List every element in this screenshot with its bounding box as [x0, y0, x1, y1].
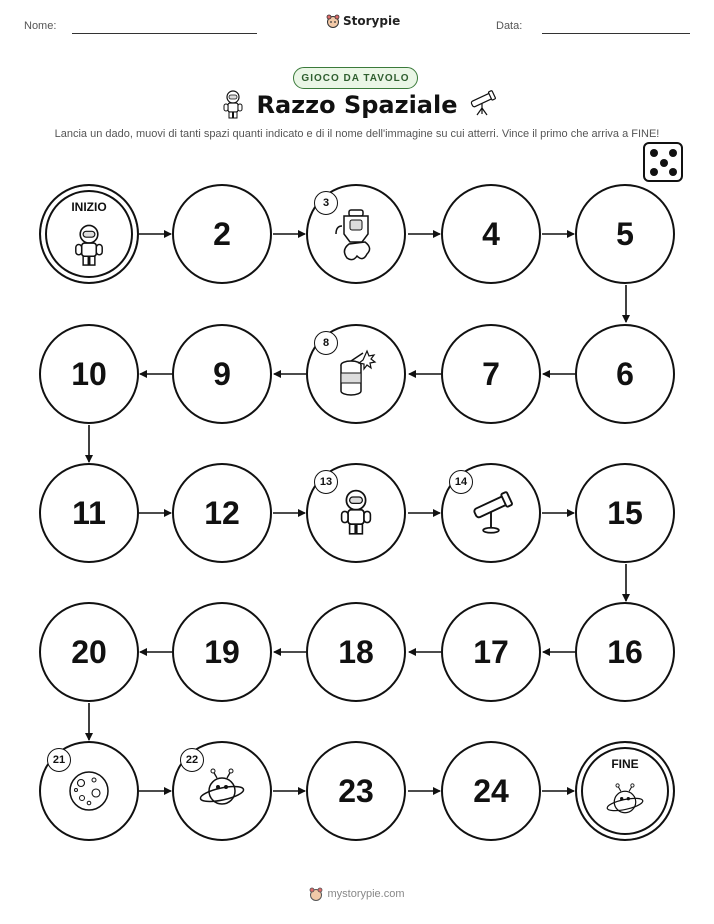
space-9[interactable] — [172, 324, 272, 424]
alien-ufo-icon — [605, 783, 645, 821]
space-14[interactable] — [441, 463, 541, 563]
brand-name: Storypie — [343, 14, 401, 28]
space-number: 23 — [338, 772, 374, 809]
space-number: 17 — [473, 633, 509, 670]
space-15[interactable] — [575, 463, 675, 563]
space-number-tag: 3 — [314, 191, 338, 215]
space-number: 7 — [482, 355, 500, 392]
telescope-icon — [466, 491, 516, 535]
space-20[interactable] — [39, 602, 139, 702]
space-number: 10 — [71, 355, 107, 392]
space-19[interactable] — [172, 602, 272, 702]
alien-ufo-icon — [198, 768, 246, 814]
space-food-can-icon — [333, 349, 379, 399]
moon-icon — [66, 768, 112, 814]
category-badge: GIOCO DA TAVOLO — [293, 67, 418, 89]
space-6[interactable] — [575, 324, 675, 424]
space-number: 11 — [72, 494, 106, 531]
space-4[interactable] — [441, 184, 541, 284]
space-number-tag: 13 — [314, 470, 338, 494]
astronaut-icon — [72, 224, 106, 268]
storypie-mascot-icon — [309, 887, 323, 901]
space-number: 2 — [213, 215, 231, 252]
space-number-tag: 21 — [47, 748, 71, 772]
space-24[interactable] — [441, 741, 541, 841]
space-number: 9 — [213, 355, 231, 392]
space-number: 20 — [71, 633, 107, 670]
astronaut-icon — [338, 489, 374, 537]
space-10[interactable] — [39, 324, 139, 424]
page-title: Razzo Spaziale — [256, 91, 458, 119]
space-start[interactable] — [39, 184, 139, 284]
space-17[interactable] — [441, 602, 541, 702]
space-number-tag: 8 — [314, 331, 338, 355]
space-number: 4 — [482, 215, 500, 252]
space-11[interactable] — [39, 463, 139, 563]
space-22[interactable] — [172, 741, 272, 841]
rocket-engine-icon — [332, 206, 380, 262]
space-number-tag: 14 — [449, 470, 473, 494]
space-number: 16 — [607, 633, 643, 670]
start-label: INIZIO — [71, 200, 107, 214]
space-finish[interactable] — [575, 741, 675, 841]
space-number: 18 — [338, 633, 374, 670]
space-number-tag: 22 — [180, 748, 204, 772]
space-16[interactable] — [575, 602, 675, 702]
space-2[interactable] — [172, 184, 272, 284]
space-number: 12 — [204, 494, 240, 531]
space-number: 6 — [616, 355, 634, 392]
footer — [0, 887, 714, 901]
space-23[interactable] — [306, 741, 406, 841]
instructions-text: Lancia un dado, muovi di tanti spazi quanti indicato e di il nome dell'immagine su cui atterri. Vince il primo che arriva a FINE! — [54, 128, 660, 140]
space-number: 15 — [607, 494, 643, 531]
space-3[interactable] — [306, 184, 406, 284]
space-18[interactable] — [306, 602, 406, 702]
space-number: 5 — [616, 215, 634, 252]
space-13[interactable] — [306, 463, 406, 563]
finish-label: FINE — [611, 757, 639, 771]
date-label: Data: — [496, 20, 523, 32]
space-number: 24 — [473, 772, 509, 809]
name-label: Nome: — [24, 20, 57, 32]
space-8[interactable] — [306, 324, 406, 424]
space-12[interactable] — [172, 463, 272, 563]
space-7[interactable] — [441, 324, 541, 424]
space-21[interactable] — [39, 741, 139, 841]
footer-url[interactable]: mystorypie.com — [327, 888, 405, 900]
space-5[interactable] — [575, 184, 675, 284]
space-number: 19 — [204, 633, 240, 670]
